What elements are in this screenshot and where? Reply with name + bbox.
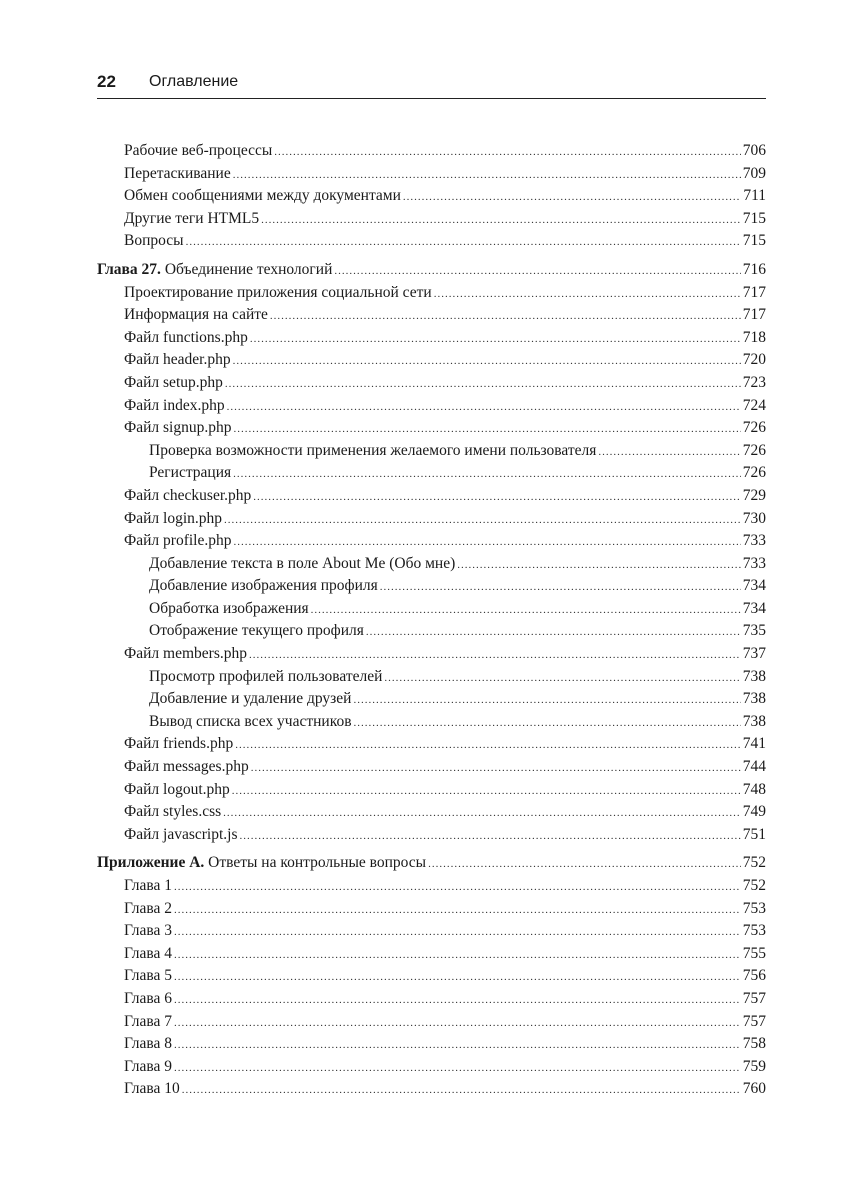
toc-page-number: 741 [742, 735, 766, 753]
dot-leader [403, 186, 741, 209]
dot-leader [428, 853, 741, 876]
toc-entry-title [124, 1011, 172, 1034]
toc-page-number: 744 [742, 758, 766, 776]
running-title: Оглавление [149, 73, 239, 90]
toc-entry-title [149, 440, 596, 463]
toc-entry-title [97, 259, 332, 282]
toc-entry [97, 185, 766, 208]
toc-page-number: 729 [742, 486, 766, 504]
toc-page-number: 735 [742, 622, 766, 640]
toc-entry-text: Отображение текущего профиля [149, 622, 364, 640]
toc-page-number: 751 [742, 825, 766, 843]
toc-entry [97, 349, 766, 372]
toc-entry-text: Глава 4 [124, 944, 173, 962]
toc-entry-title [124, 779, 230, 802]
toc-entry [97, 643, 766, 666]
toc-chapter-label: Глава 27. [97, 260, 161, 278]
toc-entry-text: Файл signup.php [124, 419, 232, 437]
toc-page-number: 720 [742, 351, 766, 369]
dot-leader [261, 209, 741, 232]
toc-entry-text: Ответы на контрольные вопросы [204, 854, 427, 872]
toc-page-number: 726 [742, 419, 766, 437]
toc-entry-text: Рабочие веб-процессы [124, 142, 273, 159]
toc-page-number: 726 [742, 464, 766, 482]
toc-page-number: 733 [742, 532, 766, 550]
toc-entry [97, 988, 766, 1011]
toc-page-number: 715 [742, 232, 766, 250]
toc-entry-text: Файл members.php [124, 645, 247, 663]
dot-leader [353, 689, 740, 712]
toc-page-number: 715 [742, 209, 766, 227]
toc-entry-text: Глава 3 [124, 922, 173, 940]
toc-entry-title [124, 920, 172, 943]
toc-entry-text: Объединение технологий [160, 260, 333, 278]
toc-page-number: 724 [742, 396, 766, 414]
toc-entry [97, 575, 766, 598]
toc-entry-title [124, 372, 223, 395]
toc-entry-title [124, 988, 172, 1011]
toc-page-number: 737 [742, 645, 766, 663]
toc-entry [97, 688, 766, 711]
toc-entry [97, 898, 766, 921]
dot-leader [354, 712, 741, 735]
dot-leader [270, 305, 741, 328]
toc-entry-text: Глава 5 [124, 967, 173, 985]
toc-page-number: 748 [742, 780, 766, 798]
toc-chapter-entry [97, 259, 766, 282]
toc-page-number: 718 [742, 328, 766, 346]
toc-entry-text: Файл friends.php [124, 735, 234, 753]
toc-entry [97, 666, 766, 689]
toc-entry-text: Обмен сообщениями между документами [124, 187, 401, 205]
dot-leader [253, 486, 740, 509]
dot-leader [235, 734, 741, 757]
dot-leader [233, 164, 741, 187]
toc-entry-title [124, 1033, 172, 1056]
toc-entry-text: Просмотр профилей пользователей [149, 667, 383, 685]
toc-entry-title [124, 395, 225, 418]
toc-entry [97, 417, 766, 440]
dot-leader [234, 418, 741, 441]
toc-entry-title [149, 462, 231, 485]
dot-leader [274, 141, 740, 164]
toc-entry [97, 1011, 766, 1034]
toc-entry [97, 230, 766, 253]
dot-leader [311, 599, 741, 622]
toc-entry [97, 620, 766, 643]
toc-entry-title [124, 875, 172, 898]
toc-entry [97, 801, 766, 824]
toc-entry-title [124, 208, 259, 231]
toc-entry-text: Глава 7 [124, 1012, 173, 1030]
toc-page-number: 755 [742, 944, 766, 962]
toc-entry-title [124, 163, 231, 186]
toc-entry [97, 875, 766, 898]
toc-entry-title [124, 230, 184, 253]
toc-page-number: 758 [742, 1035, 766, 1053]
toc-entry-title [149, 666, 382, 689]
toc-entry-text: Файл javascript.js [124, 825, 238, 843]
dot-leader [233, 463, 741, 486]
dot-leader [174, 1012, 741, 1035]
toc-entry [97, 598, 766, 621]
toc-entry [97, 372, 766, 395]
toc-entry-text: Информация на сайте [124, 306, 268, 324]
toc-entry-text: Добавление текста в поле About Me (Обо мне) [149, 554, 456, 572]
toc-entry-text: Обработка изображения [149, 599, 309, 617]
toc-entry-title [149, 688, 351, 711]
running-header [97, 70, 766, 99]
toc-entry-title [124, 943, 172, 966]
toc-page-number: 730 [742, 509, 766, 527]
toc-page-number: 760 [742, 1080, 766, 1098]
page-number: 22 [97, 72, 116, 91]
dot-leader [434, 283, 741, 306]
toc-entry-text: Глава 10 [124, 1080, 180, 1098]
toc-entry-text: Вывод списка всех участников [149, 712, 352, 730]
toc-entry [97, 140, 766, 163]
toc-entry [97, 756, 766, 779]
toc-page-number: 726 [742, 441, 766, 459]
toc-entry [97, 440, 766, 463]
toc-entry [97, 485, 766, 508]
toc-entry-title [149, 575, 378, 598]
toc-entry-title [124, 349, 231, 372]
toc-entry-title [124, 643, 247, 666]
dot-leader [174, 1057, 741, 1080]
toc-entry-text: Глава 9 [124, 1057, 173, 1075]
toc-entry-text: Файл logout.php [124, 780, 230, 798]
toc-entry-text: Другие теги HTML5 [124, 209, 260, 227]
toc-page-number: 723 [742, 373, 766, 391]
toc-page-number: 752 [742, 877, 766, 894]
toc-entry-text: Файл checkuser.php [124, 486, 252, 504]
dot-leader [223, 802, 741, 825]
toc-entry [97, 1033, 766, 1056]
toc-entry-text: Файл messages.php [124, 758, 249, 776]
dot-leader [380, 576, 741, 599]
toc-entry-text: Файл header.php [124, 351, 231, 369]
toc-page-number: 757 [742, 989, 766, 1007]
dot-leader [224, 509, 741, 532]
toc-page-number: 738 [742, 690, 766, 708]
table-of-contents [97, 140, 766, 1101]
toc-entry-title [124, 824, 238, 847]
toc-entry [97, 965, 766, 988]
toc-entry [97, 553, 766, 576]
toc-entry [97, 943, 766, 966]
toc-entry [97, 327, 766, 350]
toc-entry-title [124, 1056, 172, 1079]
toc-entry [97, 824, 766, 847]
toc-page-number: 752 [742, 854, 766, 872]
toc-page-number: 733 [742, 554, 766, 572]
toc-page-number: 753 [742, 899, 766, 917]
toc-entry-title [149, 553, 455, 576]
toc-entry [97, 711, 766, 734]
dot-leader [240, 825, 741, 848]
toc-entry-title [124, 898, 172, 921]
toc-page-number: 716 [742, 260, 766, 278]
toc-page-number: 756 [742, 967, 766, 985]
toc-entry-title [124, 140, 272, 163]
toc-entry-title [124, 417, 232, 440]
dot-leader [186, 231, 741, 254]
toc-chapter-label: Приложение А. [97, 854, 205, 872]
dot-leader [227, 396, 741, 419]
toc-page-number: 709 [742, 164, 766, 182]
toc-entry [97, 920, 766, 943]
toc-entry-text: Файл index.php [124, 396, 225, 414]
dot-leader [232, 780, 741, 803]
dot-leader [249, 644, 741, 667]
toc-entry-title [124, 1078, 180, 1101]
toc-page-number: 706 [742, 142, 766, 159]
toc-page-number: 717 [742, 306, 766, 324]
dot-leader [174, 989, 741, 1012]
toc-entry-text: Глава 1 [124, 877, 173, 894]
toc-page-number: 734 [742, 577, 766, 595]
dot-leader [174, 899, 741, 922]
toc-page-number: 734 [742, 599, 766, 617]
toc-page-number: 759 [742, 1057, 766, 1075]
toc-entry-title [124, 508, 222, 531]
toc-page-number: 738 [742, 712, 766, 730]
toc-entry-title [124, 327, 248, 350]
toc-entry-text: Вопросы [124, 232, 184, 250]
toc-entry [97, 395, 766, 418]
toc-entry [97, 1056, 766, 1079]
toc-entry-text: Файл profile.php [124, 532, 232, 550]
toc-page-number: 757 [742, 1012, 766, 1030]
toc-entry-title [124, 282, 432, 305]
dot-leader [334, 260, 740, 283]
toc-entry [97, 779, 766, 802]
toc-entry-title [124, 801, 221, 824]
toc-entry [97, 530, 766, 553]
toc-entry-text: Глава 8 [124, 1035, 173, 1053]
dot-leader [233, 350, 741, 373]
dot-leader [251, 757, 741, 780]
toc-entry-title [124, 485, 251, 508]
toc-page-number: 753 [742, 922, 766, 940]
toc-entry-text: Добавление изображения профиля [149, 577, 378, 595]
toc-entry-text: Файл setup.php [124, 373, 223, 391]
toc-entry-text: Глава 2 [124, 899, 173, 917]
toc-entry-text: Проектирование приложения социальной сети [124, 283, 432, 301]
toc-page-number: 717 [742, 283, 766, 301]
toc-entry-text: Файл login.php [124, 509, 223, 527]
dot-leader [182, 1079, 741, 1102]
toc-page-number: 738 [742, 667, 766, 685]
toc-entry-title [97, 852, 426, 875]
toc-entry-text: Глава 6 [124, 989, 173, 1007]
toc-entry [97, 1078, 766, 1101]
toc-entry-text: Файл styles.css [124, 803, 222, 821]
toc-entry-title [124, 965, 172, 988]
dot-leader [250, 328, 741, 351]
dot-leader [174, 921, 741, 944]
toc-entry-title [124, 756, 249, 779]
toc-entry [97, 304, 766, 327]
dot-leader [384, 667, 740, 690]
toc-entry-title [124, 733, 233, 756]
toc-entry-title [124, 185, 401, 208]
toc-entry-title [149, 711, 352, 734]
toc-entry [97, 462, 766, 485]
dot-leader [457, 554, 740, 577]
toc-entry [97, 733, 766, 756]
dot-leader [174, 1034, 741, 1057]
toc-entry-text: Добавление и удаление друзей [149, 690, 352, 708]
dot-leader [174, 944, 741, 967]
toc-entry [97, 208, 766, 231]
dot-leader [233, 531, 740, 554]
toc-entry [97, 163, 766, 186]
toc-chapter-entry [97, 852, 766, 875]
toc-page-number: 749 [742, 803, 766, 821]
toc-entry-text: Регистрация [149, 464, 232, 482]
dot-leader [366, 621, 741, 644]
toc-entry [97, 282, 766, 305]
toc-entry-title [124, 530, 231, 553]
dot-leader [225, 373, 741, 396]
toc-entry [97, 508, 766, 531]
toc-entry-title [149, 620, 364, 643]
toc-entry-text: Файл functions.php [124, 328, 248, 346]
dot-leader [174, 966, 741, 989]
toc-entry-text: Перетаскивание [124, 164, 231, 182]
toc-page-number: 711 [743, 187, 766, 205]
toc-entry-text: Проверка возможности применения желаемого имени пользователя [149, 441, 597, 459]
toc-entry-title [149, 598, 309, 621]
dot-leader [598, 441, 740, 464]
dot-leader [174, 876, 741, 899]
toc-entry-title [124, 304, 268, 327]
